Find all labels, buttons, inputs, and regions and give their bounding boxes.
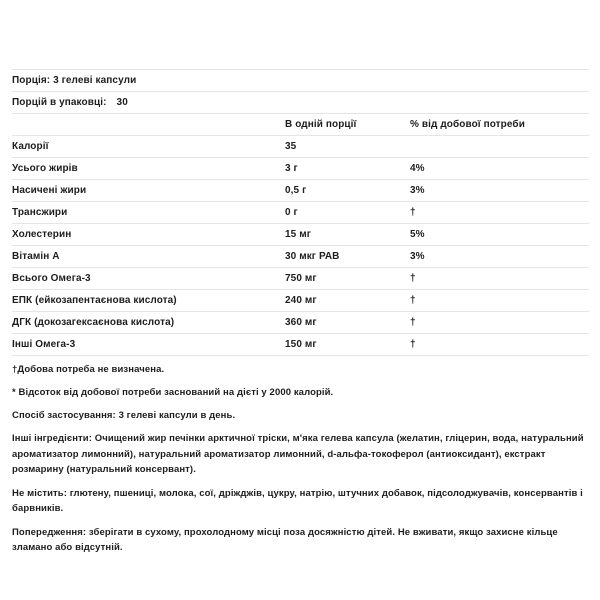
nutrient-dv: 3% [410,185,425,196]
ingredients-section [12,431,589,556]
nutrient-name: Інші Омега-3 [12,339,76,350]
nutrient-amount: 15 мг [285,229,311,240]
servings-per-pack-value: 30 [116,97,128,108]
nutrient-amount: 750 мг [285,273,317,284]
nutrient-amount: 150 мг [285,339,317,350]
nutrient-amount: 240 мг [285,295,317,306]
nutrient-name: Холестерин [12,229,72,240]
table-header-row [12,114,589,136]
usage-directions: Спосіб застосування: 3 гелеві капсули в день. [12,410,236,421]
serving-size-text: Порція: 3 гелеві капсули [12,75,137,86]
table-row [12,224,589,246]
nutrient-amount: 0 г [285,207,298,218]
nutrient-amount: 35 [285,141,297,152]
serving-size-row [12,70,589,92]
table-row [12,136,589,158]
servings-per-pack-label: Порцій в упаковці: [12,97,107,108]
header-amount: В одній порції [285,119,357,130]
nutrient-dv: † [410,295,416,306]
servings-per-pack-text [12,97,589,108]
nutrient-name: ДГК (докозагексаєнова кислота) [12,317,175,328]
footnote-asterisk: * Відсоток від добової потреби заснований на дієті у 2000 калорій. [12,387,334,398]
warning-paragraph: Попередження: зберігати в сухому, прохолодному місці поза досяжністю дітей. Не вживати, якщо захисне кільце зламано або відсутній. [12,526,558,553]
nutrient-amount: 3 г [285,163,298,174]
nutrient-amount: 360 мг [285,317,317,328]
nutrient-name: Всього Омега-3 [12,273,91,284]
nutrient-dv: † [410,207,416,218]
footnotes-section [12,362,589,423]
nutrient-dv: † [410,317,416,328]
table-row [12,290,589,312]
nutrient-amount: 0,5 г [285,185,307,196]
table-row [12,334,589,356]
table-row [12,268,589,290]
nutrient-dv: 3% [410,251,425,262]
table-row [12,158,589,180]
nutrient-name: Вітамін А [12,251,60,262]
nutrient-dv: † [410,273,416,284]
nutrient-dv: † [410,339,416,350]
nutrient-dv: 4% [410,163,425,174]
other-ingredients-paragraph: Інші інгредієнти: Очищений жир печінки арктичної тріски, м'яка гелева капсула (желатин, гліцерин, вода, натуральний ароматизатор лимонний), натуральний ароматизатор лимонний, d-альфа-токоферол (антиоксидант), екстракт розмарину (натуральний консервант). [12,433,584,475]
nutrient-dv: 5% [410,229,425,240]
nutrient-name: Насичені жири [12,185,87,196]
nutrient-name: ЕПК (ейкозапентаєнова кислота) [12,295,177,306]
servings-per-pack-row [12,92,589,114]
table-row [12,246,589,268]
does-not-contain-paragraph: Не містить: глютену, пшениці, молока, сої, дріжджів, цукру, натрію, штучних добавок, підсолоджувачів, консервантів і барвників. [12,487,583,514]
nutrition-table [12,69,589,356]
nutrient-name: Усього жирів [12,163,78,174]
nutrient-name: Калорії [12,141,49,152]
table-row [12,312,589,334]
supplement-facts-panel [12,69,589,564]
nutrient-name: Трансжири [12,207,68,218]
nutrient-amount: 30 мкг РАВ [285,251,340,262]
header-daily-value: % від добової потреби [410,119,525,130]
table-row [12,202,589,224]
table-row [12,180,589,202]
footnote-dagger: †Добова потреба не визначена. [12,364,165,375]
